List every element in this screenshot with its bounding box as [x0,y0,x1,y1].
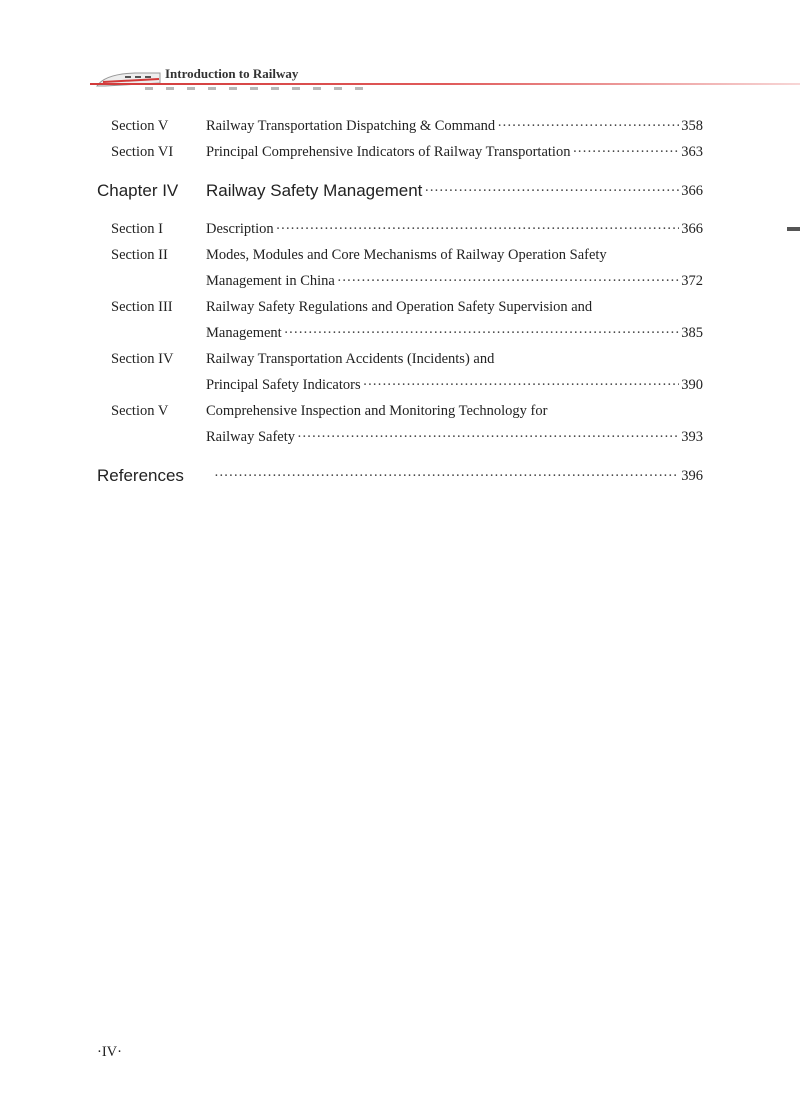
toc-entry-cont[interactable] [0,322,800,344]
entry-label: Section V [111,118,169,134]
page-number: ·IV· [97,1044,122,1060]
entry-title: Railway Transportation Accidents (Incidents) and [206,351,495,367]
entry-page: 393 [681,429,703,445]
entry-label: Section II [111,247,168,263]
entry-title: Railway Safety Regulations and Operation Safety Supervision and [206,299,593,315]
toc-entry-cont[interactable] [0,426,800,448]
entry-title: Management in China [206,273,335,289]
dot-leader [214,465,679,487]
entry-page: 363 [681,144,703,160]
dot-leader [572,141,679,163]
references-label: References [97,466,184,485]
running-header-title: Introduction to Railway [165,66,299,81]
toc-references[interactable] [0,465,800,487]
entry-label: Section V [111,403,169,419]
entry-label: Section III [111,299,173,315]
entry-title: Principal Comprehensive Indicators of Railway Transportation [206,144,571,160]
dot-leader [284,322,680,344]
entry-page: 366 [681,221,703,237]
entry-label: Section VI [111,144,174,160]
entry-page: 396 [681,468,703,484]
entry-label: Section I [111,221,163,237]
entry-page: 385 [681,325,703,341]
dot-leader [297,426,679,448]
chapter-label: Chapter IV [97,181,179,200]
toc-entry[interactable] [0,244,800,266]
toc-entry[interactable] [0,296,800,318]
entry-title: Management [206,325,282,341]
entry-label: Section IV [111,351,174,367]
toc-entry[interactable] [0,141,800,163]
entry-title: Railway Transportation Dispatching & Command [206,118,496,134]
entry-page: 390 [681,377,703,393]
toc-entry[interactable] [0,115,800,137]
toc-entry[interactable] [0,218,800,240]
dot-leader [424,180,679,202]
toc-entry[interactable] [0,400,800,422]
toc-chapter[interactable] [0,180,800,202]
entry-title: Modes, Modules and Core Mechanisms of Railway Operation Safety [206,247,607,263]
entry-page: 366 [681,183,703,199]
dot-leader [276,218,680,240]
entry-title: Principal Safety Indicators [206,377,361,393]
dot-leader [497,115,679,137]
entry-page: 358 [681,118,703,134]
header-dashes [145,87,365,90]
entry-title: Description [206,221,274,237]
toc-entry-cont[interactable] [0,374,800,396]
entry-title: Comprehensive Inspection and Monitoring Technology for [206,403,548,419]
header-rule [90,83,800,85]
dot-leader [337,270,679,292]
chapter-title: Railway Safety Management [206,181,423,200]
toc-entry-cont[interactable] [0,270,800,292]
entry-page: 372 [681,273,703,289]
dot-leader [363,374,680,396]
entry-title: Railway Safety [206,429,295,445]
toc-entry[interactable] [0,348,800,370]
